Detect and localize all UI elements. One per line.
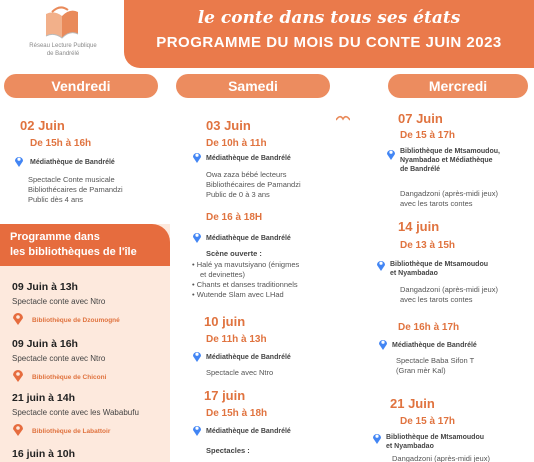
event-date: 03 Juin [206,118,251,133]
logo-text-line: Réseau Lecture Publique [29,43,97,49]
event-place: Médiathèque de Bandrélé [30,159,115,166]
description-line: Bibliothécaires de Pamandzi [206,180,301,189]
event-description: Spectacles : [206,446,250,455]
place-line: de Bandrélé [400,166,441,173]
day-header-friday: Vendredi [4,74,158,98]
programme-place: Bibliothèque de Labattoir [32,428,111,435]
place-line: Bibliothèque de Mtsamoudou [386,434,484,441]
event-date: 21 Juin [390,396,435,411]
place-line: Nyambadao et Médiathèque [400,157,493,164]
description-line: avec les tarots contes [400,199,473,208]
event-date: 07 Juin [398,111,443,126]
programme-description: Spectacle conte avec les Wababufu [12,408,139,417]
list-item [192,270,299,280]
event-time: De 15 à 17h [400,416,456,427]
programme-place: Bibliothèque de Chiconi [32,374,107,381]
programme-date: 09 Juin à 16h [12,338,78,350]
programme-description: Spectacle conte avec Ntro [12,297,106,306]
event-time: De 16h à 17h [398,322,460,333]
event-date: 10 juin [204,314,246,329]
event-place [390,260,488,278]
event-description [28,175,123,205]
event-date: 14 juin [398,219,440,234]
event-time: De 15 à 17h [400,130,456,141]
description-line: Spectacle Baba Sifon T [396,356,475,365]
event-date: 02 Juin [20,118,65,133]
scene-heading: Scène ouverte : [206,249,262,258]
description-line: Public de 0 à 3 ans [206,190,270,199]
description-line: (Gran mèr Kal) [396,366,446,375]
place-line: et Nyambadao [386,443,434,450]
event-date: 17 juin [204,388,246,403]
map-pin-icon [372,432,382,444]
map-pin-icon [12,369,24,382]
event-place: Médiathèque de Bandrélé [392,342,477,349]
programme-date: 09 Juin à 13h [12,281,78,293]
map-pin-icon [12,423,24,436]
event-description [206,170,301,200]
description-line: Owa zaza bébé lecteurs [206,170,287,179]
event-time: De 16 à 18H [206,212,263,223]
map-pin-icon [192,424,202,436]
programme-date: 16 juin à 10h [12,448,76,460]
books-logo-icon [42,6,82,40]
event-place [400,147,500,174]
event-time: De 15h à 16h [30,138,92,149]
description-line: Bibliothécaires de Pamandzi [28,185,123,194]
logo [8,4,118,64]
map-pin-icon [192,231,202,243]
programme-date: 21 juin à 14h [12,392,76,404]
bullet-text: Wutende Slam avec LHad [196,290,284,299]
heading-line: Programme dans [10,231,100,243]
event-time: De 11h à 13h [206,334,267,345]
header [0,0,534,68]
bullet-text: et devinettes) [200,270,246,279]
panel-heading [0,224,170,266]
heading-line: les bibliothèques de l'île [10,246,137,258]
place-line: Bibliothèque de Mtsamoudou, [400,148,500,155]
map-pin-icon [378,338,388,350]
day-header-wednesday: Mercredi [388,74,528,98]
bullet-text: Chants et danses traditionnels [196,280,298,289]
list-item: • Chants et danses traditionnels [192,280,298,289]
logo-text-line: de Bandrélé [46,51,80,57]
day-header-saturday: Samedi [176,74,330,98]
event-time: De 10h à 11h [206,138,267,149]
description-line: Spectacle Conte musicale [28,175,115,184]
event-time: De 13 à 15h [400,240,456,251]
event-time: De 15h à 18h [206,408,268,419]
bird-icon [336,114,350,122]
list-item: • Halé ya mavutsiyano (énigmes [192,260,300,269]
programme-description: Spectacle conte avec Ntro [12,354,106,363]
event-place [386,433,484,451]
programme-place: Bibliothèque de Dzoumogné [32,317,120,324]
event-place: Médiathèque de Bandrélé [206,428,291,435]
bullet-text: Halé ya mavutsiyano (énigmes [196,260,300,269]
description-line: Dangadzoni (après-midi jeux) [400,285,498,294]
event-description: Spectacle avec Ntro [206,368,274,377]
list-item: • Wutende Slam avec LHad [192,290,284,299]
map-pin-icon [12,312,24,325]
event-description [396,356,474,376]
page-subtitle: PROGRAMME DU MOIS DU CONTE JUIN 2023 [156,34,502,51]
page-title: le conte dans tous ses états [197,8,461,28]
map-pin-icon [14,155,24,167]
description-line: Dangadzoni (après-midi jeux) [400,189,498,198]
event-description: Dangadzoni (après-midi jeux) [392,454,490,462]
map-pin-icon [192,350,202,362]
map-pin-icon [192,151,202,163]
island-programme-panel [0,224,170,462]
event-place: Médiathèque de Bandrélé [206,155,291,162]
place-line: et Nyambadao [390,270,438,277]
event-place: Médiathèque de Bandrélé [206,354,291,361]
event-description [400,189,498,209]
event-place: Médiathèque de Bandrélé [206,235,291,242]
map-pin-icon [376,259,386,271]
logo-text [8,42,118,58]
map-pin-icon [386,148,396,160]
description-line: avec les tarots contes [400,295,473,304]
title-banner [124,0,534,68]
description-line: Public dès 4 ans [28,195,84,204]
event-description [400,285,498,305]
place-line: Bibliothèque de Mtsamoudou [390,261,488,268]
bullet-list [192,260,299,300]
